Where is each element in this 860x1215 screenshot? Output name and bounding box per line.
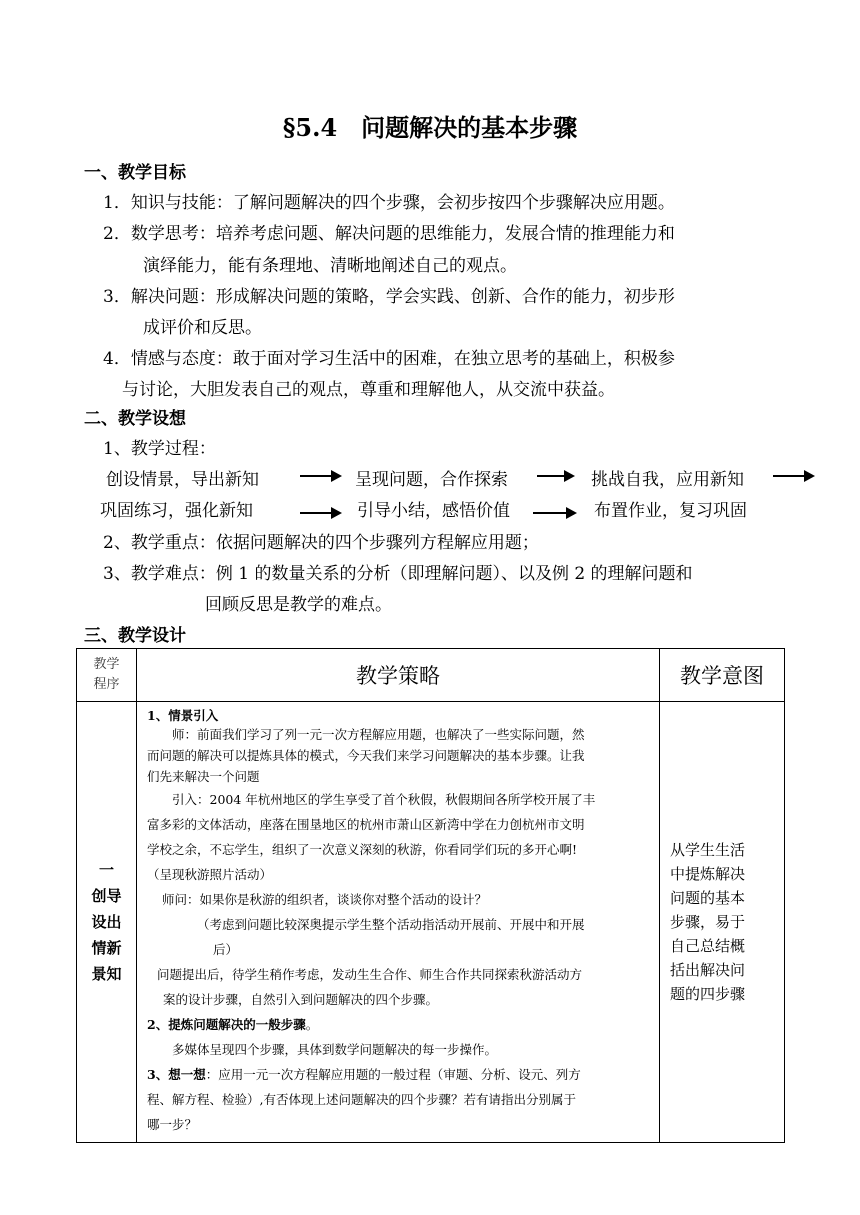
strategy-text: 引入：2004 年杭州地区的学生享受了首个秋假，秋假期间各所学校开展了丰 — [172, 791, 596, 807]
strategy-s3-line — [147, 1062, 647, 1087]
strategy-text: 师：前面我们学习了列一元一次方程解应用题，也解决了一些实际问题，然 — [172, 726, 585, 742]
intent-line: 括出解决问 — [670, 961, 746, 979]
step-line: 一 — [98, 861, 114, 879]
strategy-text: 学校之余，不忘学生，组织了一次意义深刻的秋游，你看同学们玩的多开心啊! — [147, 841, 578, 857]
flow-step-2: 呈现问题，合作探索 — [355, 470, 508, 490]
strategy-text: 后） — [213, 941, 239, 957]
flow-step-3: 挑战自我，应用新知 — [591, 470, 744, 490]
section-heading-teaching-design: 三、教学设计 — [84, 626, 186, 646]
flow-arrow-5 — [533, 512, 575, 514]
table-header-row — [77, 649, 785, 702]
strategy-cell — [137, 702, 660, 1143]
strategy-text: 多媒体呈现四个步骤，具体到数学问题解决的每一步操作。 — [172, 1041, 498, 1057]
intent-line: 题的四步骤 — [670, 985, 746, 1003]
goal-item-4-cont: 与讨论，大胆发表自己的观点，尊重和理解他人，从交流中获益。 — [122, 380, 615, 400]
section-heading-goals: 一、教学目标 — [84, 163, 186, 183]
intent-line: 自己总结概 — [670, 937, 746, 955]
flow-arrow-2 — [537, 475, 573, 477]
goal-item-4: 4．情感与态度：敢于面对学习生活中的困难，在独立思考的基础上，积极参 — [103, 349, 675, 369]
flow-arrow-3 — [773, 475, 813, 477]
strategy-text: ：应用一元一次方程解应用题的一般过程（审题、分析、设元、列方 — [205, 1066, 581, 1082]
strategy-s3-title: 3、想一想 — [147, 1066, 206, 1082]
strategy-text: 们先来解决一个问题 — [147, 768, 260, 784]
strategy-text: 而问题的解决可以提炼具体的模式，今天我们来学习问题解决的基本步骤。让我 — [147, 747, 585, 763]
key-point: 2、教学重点：依据问题解决的四个步骤列方程解应用题； — [103, 533, 539, 553]
intent-line: 问题的基本 — [670, 889, 746, 907]
header-procedure-line1: 教学 — [93, 657, 120, 672]
strategy-text: （考虑到问题比较深奥提示学生整个活动指活动开展前、开展中和开展 — [197, 916, 585, 932]
intent-cell — [660, 702, 785, 1143]
difficulty-line-2: 回顾反思是教学的难点。 — [205, 595, 392, 615]
strategy-text: 富多彩的文体活动，座落在围垦地区的杭州市萧山区新湾中学在力创杭州市文明 — [147, 816, 585, 832]
intent-line: 步骤，易于 — [670, 913, 746, 931]
strategy-s2-title: 2、提炼问题解决的一般步骤 — [147, 1016, 306, 1032]
flow-step-6: 布置作业，复习巩固 — [594, 501, 747, 521]
step-name-cell — [77, 702, 137, 1143]
flow-step-4: 巩固练习，强化新知 — [100, 501, 253, 521]
strategy-text: 程、解方程、检验）,有否体现上述问题解决的四个步骤？若有请指出分别属于 — [147, 1091, 576, 1107]
goal-item-2: 2．数学思考：培养考虑问题、解决问题的思维能力，发展合情的推理能力和 — [103, 224, 675, 244]
goal-item-1: 1．知识与技能：了解问题解决的四个步骤，会初步按四个步骤解决应用题。 — [103, 193, 675, 213]
strategy-s2-line — [147, 1012, 647, 1037]
process-label: 1、教学过程： — [103, 439, 216, 459]
step-line: 创导 — [91, 887, 122, 905]
step-line: 设出 — [91, 913, 122, 931]
table-row — [77, 702, 785, 1143]
strategy-text: （呈现秋游照片活动） — [147, 866, 273, 882]
teaching-design-table — [76, 648, 785, 1143]
header-intent: 教学意图 — [660, 649, 785, 702]
intent-line: 从学生生活 — [670, 841, 746, 859]
strategy-text: 案的设计步骤，自然引入到问题解决的四个步骤。 — [163, 991, 439, 1007]
flow-step-1: 创设情景，导出新知 — [106, 470, 259, 490]
step-line: 情新 — [91, 939, 122, 957]
header-procedure-line2: 程序 — [93, 677, 120, 692]
strategy-s1-title: 1、情景引入 — [147, 707, 219, 723]
flow-arrow-1 — [300, 475, 340, 477]
header-strategy: 教学策略 — [137, 649, 660, 702]
step-line: 景知 — [91, 965, 122, 983]
flow-arrow-4 — [300, 512, 340, 514]
flow-step-5: 引导小结，感悟价值 — [357, 501, 510, 521]
header-procedure — [77, 649, 137, 702]
strategy-text: 哪一步？ — [147, 1116, 198, 1132]
section-heading-design-idea: 二、教学设想 — [84, 409, 186, 429]
strategy-s2-title-end: 。 — [305, 1016, 319, 1032]
difficulty-line-1: 3、教学难点：例 1 的数量关系的分析（即理解问题）、以及例 2 的理解问题和 — [103, 564, 693, 584]
page-title: §5.4 问题解决的基本步骤 — [282, 113, 578, 142]
goal-item-3-cont: 成评价和反思。 — [143, 318, 262, 338]
goal-item-3: 3．解决问题：形成解决问题的策略，学会实践、创新、合作的能力，初步形 — [103, 287, 675, 307]
strategy-text: 师问：如果你是秋游的组织者，谈谈你对整个活动的设计？ — [162, 891, 488, 907]
goal-item-2-cont: 演绎能力，能有条理地、清晰地阐述自己的观点。 — [143, 256, 517, 276]
strategy-text: 问题提出后，待学生稍作考虑，发动生生合作、师生合作共同探索秋游活动方 — [157, 966, 583, 982]
intent-line: 中提炼解决 — [670, 865, 746, 883]
